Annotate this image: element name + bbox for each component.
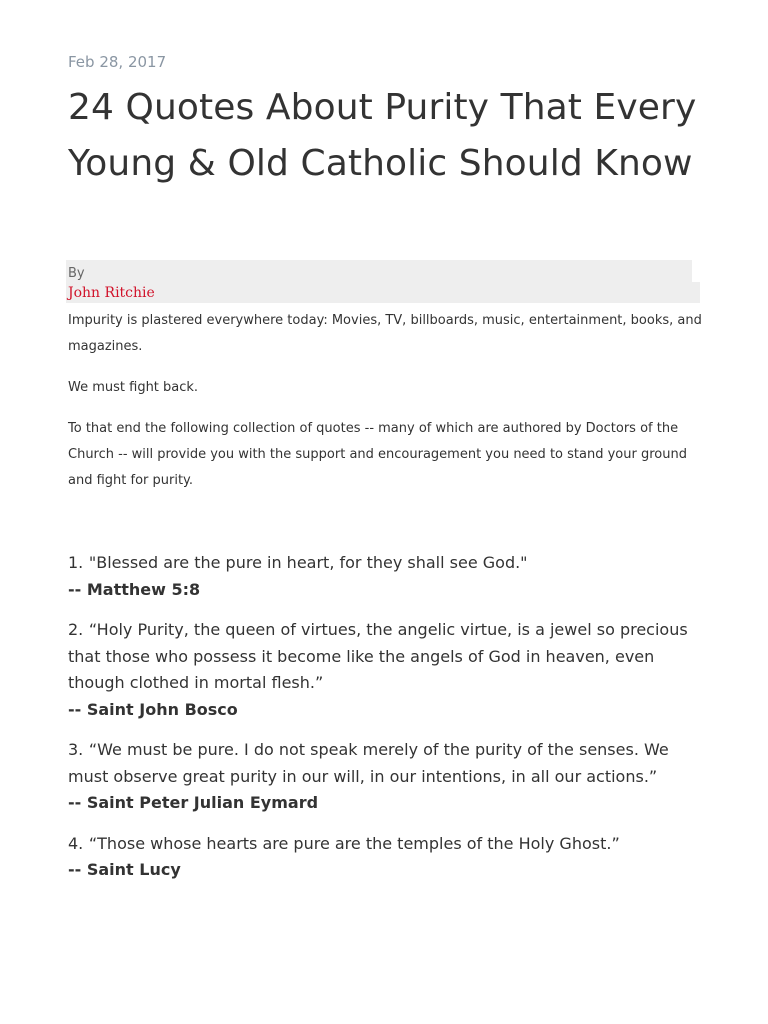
quote-number: 1. (68, 553, 84, 572)
byline-author (66, 282, 700, 303)
article-intro (68, 308, 708, 509)
quote-number: 4. (68, 833, 84, 853)
quote-attribution: -- Saint John Bosco (68, 699, 238, 719)
quote-text: “Those whose hearts are pure are the temples of the Holy Ghost.” (88, 833, 620, 853)
intro-paragraph: Impurity is plastered everywhere today: Movies, TV, billboards, music, entertainment, books, and magazines. (68, 313, 702, 354)
quote-number: 3. (68, 740, 84, 759)
quote-text: “Holy Purity, the queen of virtues, the angelic virtue, is a jewel so precious that those who possess it become like the angels of God in heaven, even though clothed in mortal flesh.” (68, 620, 688, 692)
quote-attribution: -- Saint Lucy (68, 860, 181, 879)
quote-item (68, 737, 708, 817)
quote-list (68, 550, 708, 898)
quote-item (68, 617, 708, 723)
article-date: Feb 28, 2017 (68, 53, 167, 71)
author-link[interactable]: John Ritchie (68, 285, 155, 301)
quote-attribution: -- Saint Peter Julian Eymard (68, 793, 319, 812)
quote-number: 2. (68, 620, 84, 639)
byline-label: By (66, 260, 692, 282)
quote-item (68, 831, 708, 884)
quote-item (68, 550, 708, 603)
quote-text: "Blessed are the pure in heart, for they shall see God." (88, 553, 528, 572)
quote-text: “We must be pure. I do not speak merely of the purity of the senses. We must observe great purity in our will, in our intentions, in all our actions.” (68, 740, 669, 786)
article-title: 24 Quotes About Purity That Every Young & Old Catholic Should Know (68, 87, 697, 184)
intro-paragraph: We must fight back. (68, 380, 199, 395)
quote-attribution: -- Matthew 5:8 (68, 579, 201, 599)
intro-paragraph: To that end the following collection of quotes -- many of which are authored by Doctors of the Church -- will provide you with the support and encouragement you need to stand your ground and fight for purity. (68, 421, 687, 488)
